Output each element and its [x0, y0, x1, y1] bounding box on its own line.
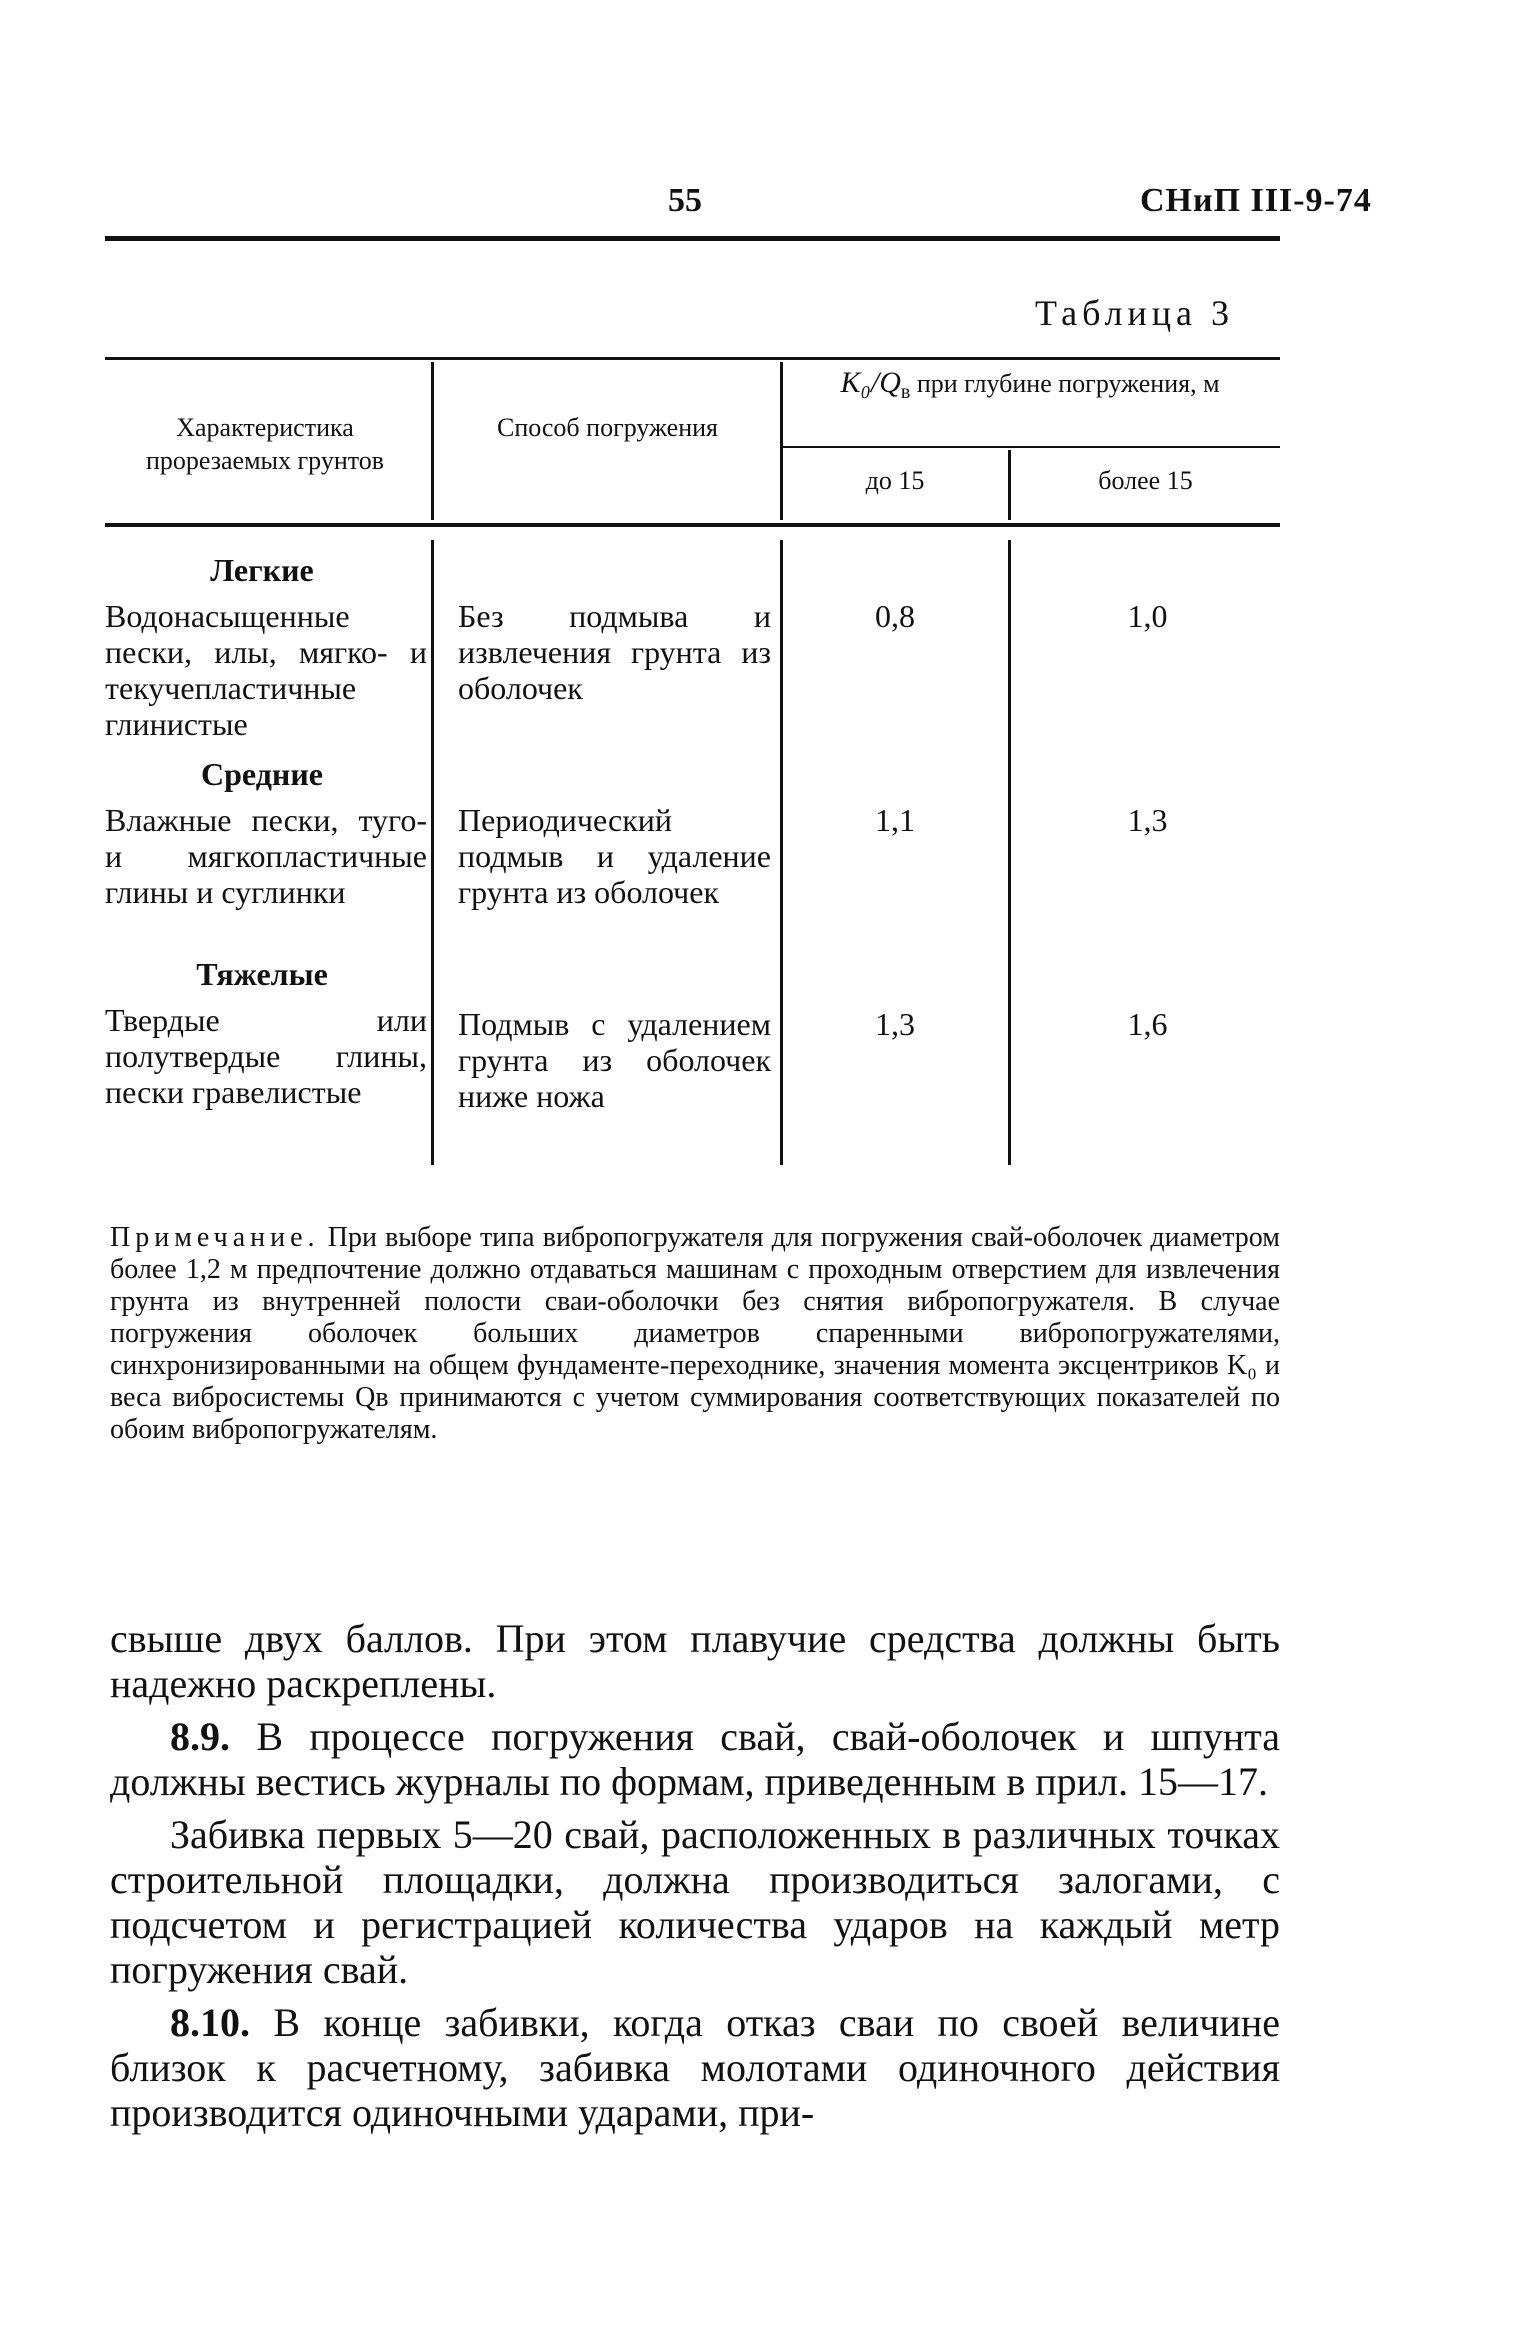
header-soil: Характеристика прорезаемых грунтов [145, 413, 385, 475]
document-code: СНиП III-9-74 [1140, 182, 1372, 219]
page-number: 55 [668, 182, 702, 219]
soil-description: Водонасыщенные пески, илы, мягко- и текучепластичные глинистые [105, 598, 427, 742]
body-text [110, 1616, 1280, 2143]
table-note [110, 1222, 1280, 1446]
value-over-15: 1,3 [1127, 802, 1168, 838]
method-description: Подмыв с удалением грунта из оболочек ниже ножа [458, 1006, 771, 1114]
paragraph-text: В конце забивки, когда отказ сваи по своей величине близок к расчетному, забивка молотами одиночного действия производится одиночными ударами, при- [110, 2000, 1280, 2135]
method-description: Периодический подмыв и удаление грунта из оболочек [458, 802, 771, 910]
value-over-15: 1,0 [1127, 598, 1168, 634]
paragraph-text: В процессе погружения свай, свай-оболочек и шпунта должны вестись журналы по формам, приведенным в прил. 15—17. [110, 1714, 1280, 1804]
method-description: Без подмыва и извлечения грунта из оболочек [458, 598, 771, 706]
note-label: Примечание. [110, 1222, 320, 1253]
note-text: При выборе типа вибропогружателя для погружения свай-оболочек диаметром более 1,2 м предпочтение должно отдаваться машинам с проходным отверстием для извлечения грунта из внутренней полости сваи-оболочки без снятия вибропогружателя. В случае погружения оболочек больших диаметров спаренными вибропогружателями, синхронизированными на общем фундаменте-переходнике, значения момента эксцентриков K₀ и веса вибросистемы Qв принимаются с учетом суммирования соответствующих показателей по обоим вибропогружателям. [110, 1222, 1280, 1445]
table-col-divider-2-header [780, 362, 783, 520]
table-col-divider-1-header [431, 362, 434, 520]
table-col-divider-3-body [1008, 540, 1011, 1165]
paragraph-8-10 [110, 2000, 1280, 2135]
table-top-rule [105, 357, 1280, 360]
header-method: Способ погружения [496, 413, 718, 442]
clause-number: 8.10. [170, 2000, 250, 2045]
table-ratio-subrule [783, 446, 1280, 448]
group-name: Легкие [210, 552, 314, 588]
ratio-tail: при глубине погружения, м [910, 369, 1220, 398]
table-caption: Таблица 3 [1035, 293, 1234, 333]
header-ratio [790, 364, 1270, 405]
table-col-divider-1-body [431, 540, 434, 1165]
value-up-to-15: 1,1 [875, 802, 915, 838]
table-col-divider-2-body [780, 540, 783, 1165]
value-over-15: 1,6 [1127, 1006, 1168, 1042]
group-name: Средние [201, 756, 323, 792]
ratio-symbol: K₀/Q [840, 366, 901, 399]
paragraph-8-9 [110, 1714, 1280, 1804]
value-up-to-15: 1,3 [875, 1006, 915, 1042]
table-header-bottom-rule [105, 523, 1280, 527]
header-depth-up-to-15: до 15 [865, 466, 925, 495]
paragraph: свыше двух баллов. При этом плавучие средства должны быть надежно раскреплены. [110, 1616, 1280, 1706]
table-col-divider-3-header [1008, 450, 1011, 520]
group-name: Тяжелые [196, 956, 328, 992]
soil-description: Твердые или полутвердые глины, пески гравелистые [105, 1002, 427, 1110]
soil-description: Влажные пески, туго- и мягкопластичные глины и суглинки [105, 802, 427, 910]
header-depth-over-15: более 15 [1098, 466, 1193, 495]
clause-number: 8.9. [170, 1714, 230, 1759]
value-up-to-15: 0,8 [875, 598, 915, 634]
header-rule [105, 236, 1280, 241]
ratio-subscript: в [900, 381, 911, 404]
paragraph: Забивка первых 5—20 свай, расположенных в различных точках строительной площадки, должна производиться залогами, с подсчетом и регистрацией количества ударов на каждый метр погружения свай. [110, 1812, 1280, 1992]
